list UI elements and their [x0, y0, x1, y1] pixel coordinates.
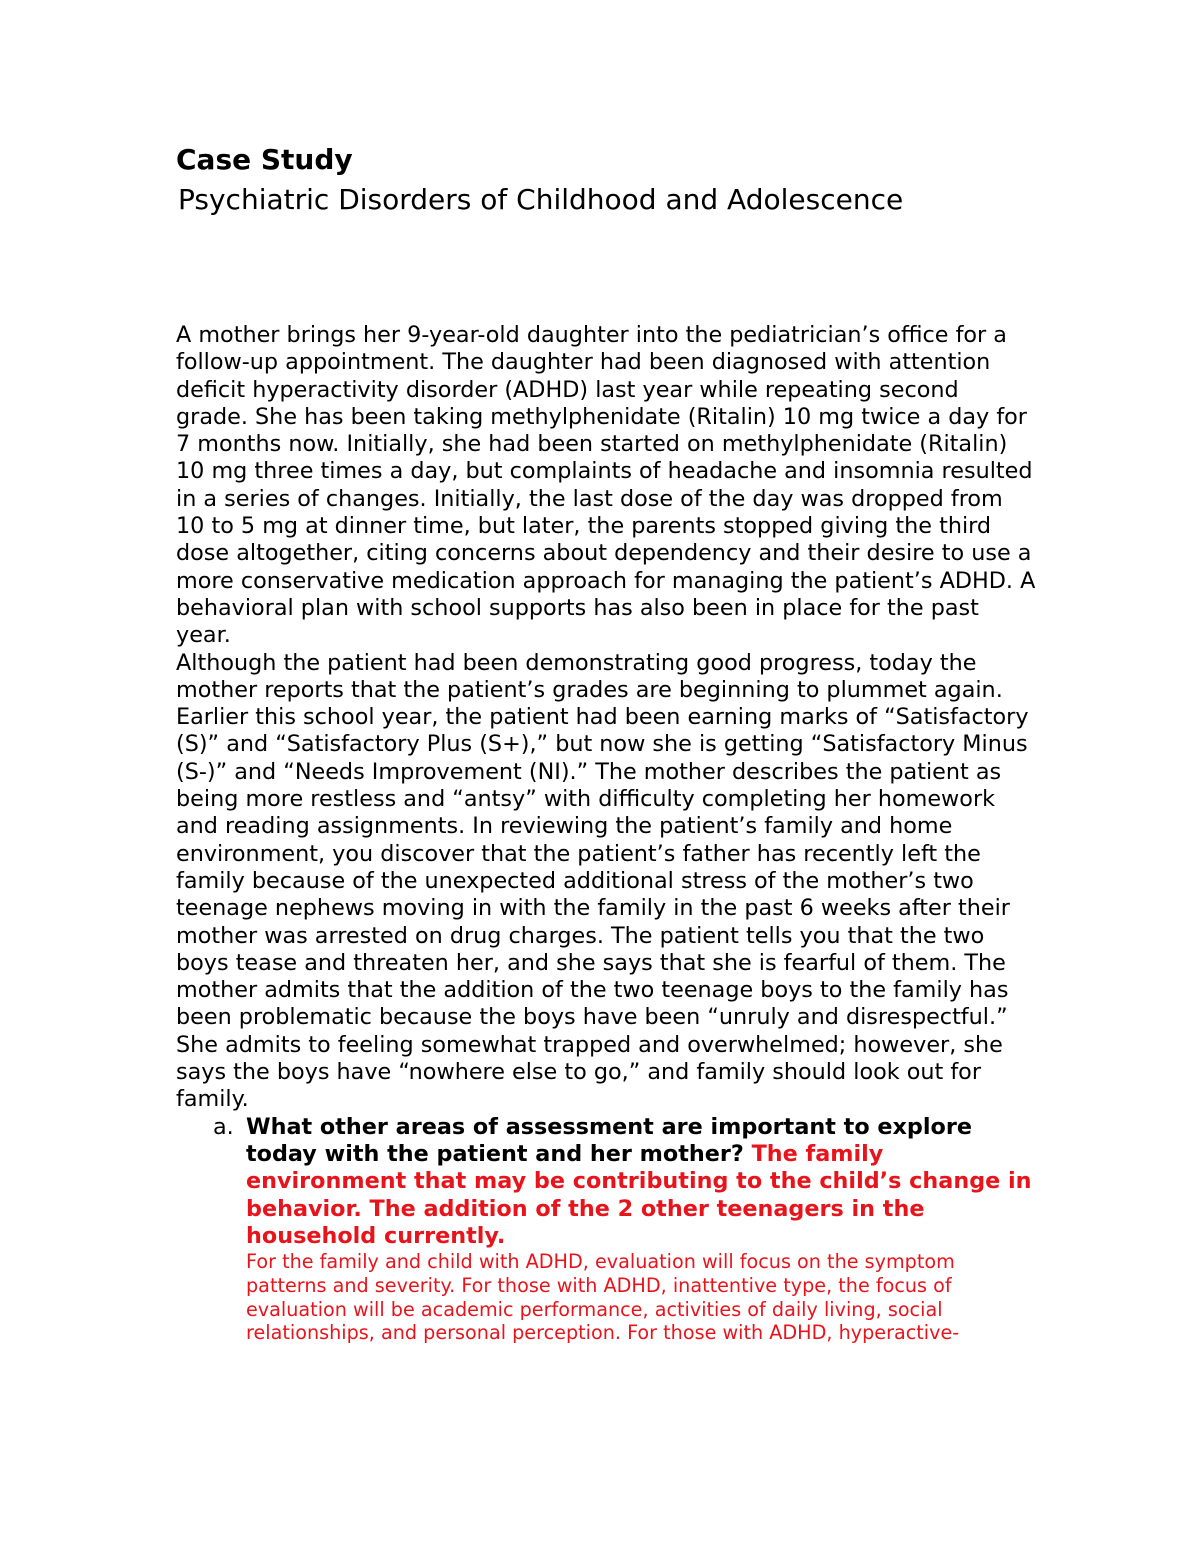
question-a-answer-detail: For the family and child with ADHD, evaluation will focus on the symptom patterns and severity. For those with ADHD, inattentive type, the focus of evaluation will be academic performance, activities of daily living, social relationships, and personal perception. For those with ADHD, hyperactive-	[246, 1250, 960, 1345]
document-subtitle: Psychiatric Disorders of Childhood and Adolescence	[178, 183, 904, 216]
document-title: Case Study	[176, 143, 353, 176]
case-paragraph-2: Although the patient had been demonstrating good progress, today the mother reports that the patient’s grades are beginning to plummet again. Earlier this school year, the patient had been earning marks of “Satisfactory (S)” and “Satisfactory Plus (S+),” but now she is getting “Satisfactory Minus (S-)” and “Needs Improvement (NI).” The mother describes the patient as being more restless and “antsy” with difficulty completing her homework and reading assignments. In reviewing the patient’s family and home environment, you discover that the patient’s father has recently left the family because of the unexpected additional stress of the mother’s two teenage nephews moving in with the family in the past 6 weeks after their mother was arrested on drug charges. The patient tells you that the two boys tease and threaten her, and she says that she is fearful of them. The mother admits that the addition of the two teenage boys to the family has been problematic because the boys have been “unruly and disrespectful.” She admits to feeling somewhat trapped and overwhelmed; however, she says the boys have “nowhere else to go,” and family should look out for family.	[176, 649, 1029, 1113]
question-a-answer: The family environment that may be contributing to the child’s change in behavior. The addition of the 2 other teenagers in the household currently.	[246, 1140, 1032, 1249]
document-header	[176, 140, 1036, 220]
question-a	[176, 1114, 1036, 1250]
case-paragraph-1: A mother brings her 9-year-old daughter into the pediatrician’s office for a follow-up appointment. The daughter had been diagnosed with attention deficit hyperactivity disorder (ADHD) last year while repeating second grade. She has been taking methylphenidate (Ritalin) 10 mg twice a day for 7 months now. Initially, she had been started on methylphenidate (Ritalin) 10 mg three times a day, but complaints of headache and insomnia resulted in a series of changes. Initially, the last dose of the day was dropped from 10 to 5 mg at dinner time, but later, the parents stopped giving the third dose altogether, citing concerns about dependency and their desire to use a more conservative medication approach for managing the patient’s ADHD. A behavioral plan with school supports has also been in place for the past year.	[176, 322, 1036, 649]
document-body	[176, 322, 1036, 1345]
question-a-marker: a.	[213, 1113, 234, 1140]
question-a-text: What other areas of assessment are important to explore today with the patient and her mother?	[246, 1113, 972, 1167]
